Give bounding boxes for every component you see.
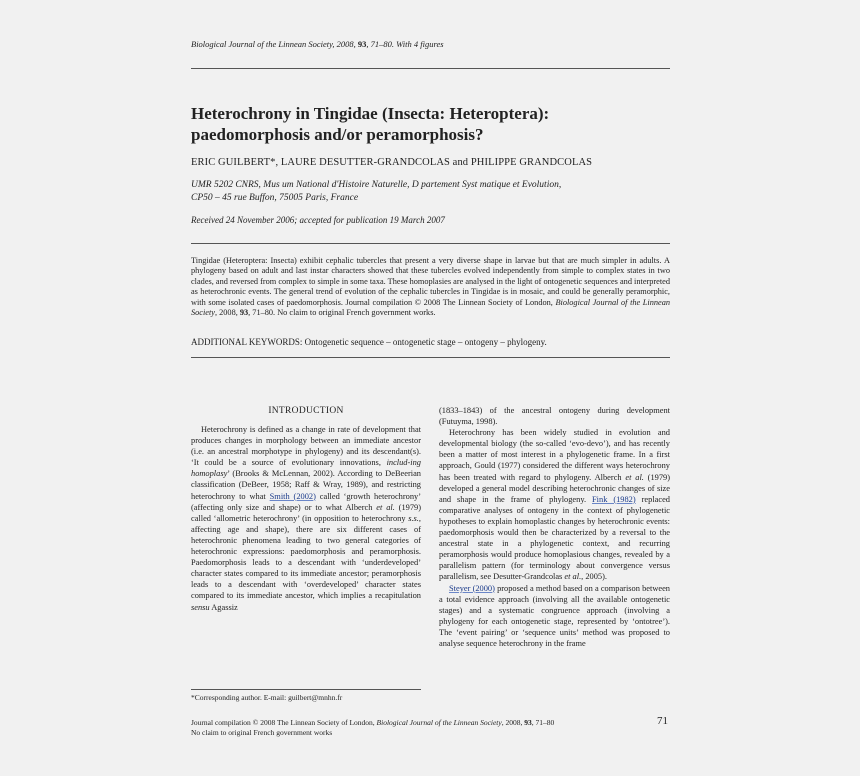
- affiliation-line-1: UMR 5202 CNRS, Mus um National d'Histoire Naturelle, D partement Syst matique et Evolution,: [191, 180, 562, 190]
- text-run-italic: Biological Journal of the Linnean Society: [376, 718, 502, 727]
- right-column: [439, 405, 670, 649]
- affiliation: [191, 179, 661, 205]
- text-run: ’ (Brooks & McLennan, 2002). According to DeBeerian classification (DeBeer, 1958; Raff & Wray, 1989), and restricting heterochrony to what: [191, 469, 421, 501]
- title-line-1: Heterochrony in Tingidae (Insecta: Heteroptera):: [191, 104, 550, 123]
- intro-paragraph-1-cont: (1833–1843) of the ancestral ontogeny during development (Futuyma, 1998).: [439, 406, 670, 427]
- journal-year: , 2008,: [332, 39, 358, 49]
- text-run: proposed a method based on a comparison between a total evidence approach (involving all the available ontogenetic stages) and a systematic congruence approach (involving a phylogeny for each ontogenetic stage, represented by ‘ontotree’). The ‘event pairing’ or ‘sequence units’ method was proposed to analyse sequence heterochrony in the frame: [439, 583, 670, 648]
- text-run: , 2008,: [501, 718, 525, 727]
- article-title: [191, 103, 671, 145]
- abstract-text: Tingidae (Heteroptera: Insecta) exhibit cephalic tubercles that present a very diverse shape in larvae but that are much simpler in adults. A phylogeny based on adult and last instar characters showed that these tubercles evolved independently from simple to complex states in two clades, and reversed from complex to simple in some taxa. These homoplasies are analysed in the light of ontogenetic sequences and interpreted as heterochronic events. The general trend of evolution of the cephalic tubercles in Tingidae is in mosaic, and could be generally peramorphic, with some isolated cases of paedomorphosis. Journal compilation © 2008 The Linnean Society of London,: [191, 256, 670, 307]
- intro-paragraph-1: [191, 424, 421, 613]
- reference-link-smith-2002[interactable]: Smith (2002): [269, 491, 316, 501]
- footer-line-2: No claim to original French government works: [191, 727, 333, 737]
- intro-paragraph-3: [439, 583, 670, 650]
- abstract-top-rule: [191, 243, 670, 244]
- text-run: called ‘growth heterochrony’ (affecting only size and shape) or to what Alberch: [191, 491, 422, 512]
- text-run: , 2005).: [581, 572, 607, 582]
- text-run-italic: sensu: [191, 602, 210, 612]
- abstract-citation-journal: Biological Journal of the Linnean Society: [191, 297, 670, 318]
- authors: ERIC GUILBERT*, LAURE DESUTTER-GRANDCOLAS and PHILIPPE GRANDCOLAS: [191, 157, 593, 168]
- page-number: 71: [657, 715, 668, 727]
- text-run: Heterochrony has been widely studied in evolution and developmental biology (the so-called ‘evo-devo’), and has recently been a matter of most interest in a phylogenetic frame. In a first approach, Gould (1977) considered the different ways heterochrony has been treated with regard to phylogeny. Alberch: [439, 428, 670, 482]
- abstract-bottom-rule: [191, 357, 670, 358]
- footnote-rule: [191, 689, 421, 690]
- journal-volume: 93: [357, 39, 367, 49]
- abstract: [191, 256, 670, 318]
- keywords: [191, 337, 670, 347]
- text-run-italic: et al.: [564, 572, 582, 582]
- keywords-label: ADDITIONAL KEYWORDS:: [191, 337, 303, 347]
- text-run: Heterochrony is defined as a change in rate of development that produces changes in morphology between an immediate ancestor (i.e. an ancestral morphotype in phylogeny) and its descendant(s). ‘It could be a source of evolutionary innovations,: [191, 425, 421, 468]
- text-run: (1979) developed a general model describing heterochronic changes of size and shape in the frame of phylogeny.: [439, 472, 671, 504]
- text-run-italic: et al.: [376, 502, 395, 512]
- abstract-citation-tail: , 71–80. No claim to original French government works.: [248, 308, 436, 318]
- received-dates: Received 24 November 2006; accepted for publication 19 March 2007: [191, 215, 445, 225]
- text-run-italic: et al.: [625, 472, 644, 482]
- title-line-2: paedomorphosis and/or peramorphosis?: [191, 125, 484, 144]
- journal-pages: , 71–80. With 4 figures: [366, 39, 444, 49]
- affiliation-line-2: CP50 – 45 rue Buffon, 75005 Paris, France: [191, 193, 359, 203]
- text-run-italic: s.s.: [408, 513, 419, 523]
- journal-name: Biological Journal of the Linnean Society: [191, 39, 333, 49]
- text-run: Agassiz: [209, 602, 238, 612]
- text-run-bold: 93: [524, 718, 532, 727]
- text-run: , 71–80: [531, 718, 555, 727]
- reference-link-steyer-2000[interactable]: Steyer (2000): [449, 583, 495, 593]
- text-run: (1979) called ‘allometric heterochrony’ (in opposition to heterochrony: [191, 502, 422, 523]
- abstract-citation-year: , 2008,: [214, 308, 240, 318]
- footer-line-1: [191, 718, 554, 728]
- page-footer: [191, 718, 554, 737]
- section-heading-introduction: INTRODUCTION: [268, 406, 344, 416]
- text-run-italic: includ-ing homoplasy: [191, 458, 421, 479]
- text-run: , affecting age and shape), there are six different cases of heterochronic phenomena leading to two general categories of heterochronic expressions: paedomorphosis and peramorphosis. Paedomorphosis leads to a descendant with ‘underdeveloped’ character states compared to its immediate ancestor; peramorphosis leads to a descendant with ‘overdeveloped’ character states compared to its immediate ancestor, which implies a recapitulation: [191, 513, 421, 601]
- reference-link-fink-1982[interactable]: Fink (1982): [592, 494, 636, 504]
- left-column: [191, 424, 421, 613]
- abstract-citation-volume: 93: [239, 308, 249, 318]
- keywords-list: Ontogenetic sequence – ontogenetic stage – ontogeny – phylogeny.: [302, 337, 547, 347]
- header-rule: [191, 68, 670, 69]
- text-run: Journal compilation © 2008 The Linnean Society of London,: [191, 718, 377, 727]
- intro-paragraph-2: [439, 427, 670, 582]
- journal-header: [191, 39, 444, 49]
- text-run: replaced comparative analyses of ontogeny in the context of phylogenetic hypotheses to explain homoplastic changes by heterochronic events: paedomorphosis would then be characterized by a reversal to the ancestral state in a phylogenetic context, and recurring peramorphosis would produce homoplasious changes, revealed by a parallelism pattern (for terminology about convergence versus parallelism, see Desutter-Grandcolas: [439, 494, 670, 582]
- footnote: *Corresponding author. E-mail: guilbert@mnhn.fr: [191, 693, 343, 702]
